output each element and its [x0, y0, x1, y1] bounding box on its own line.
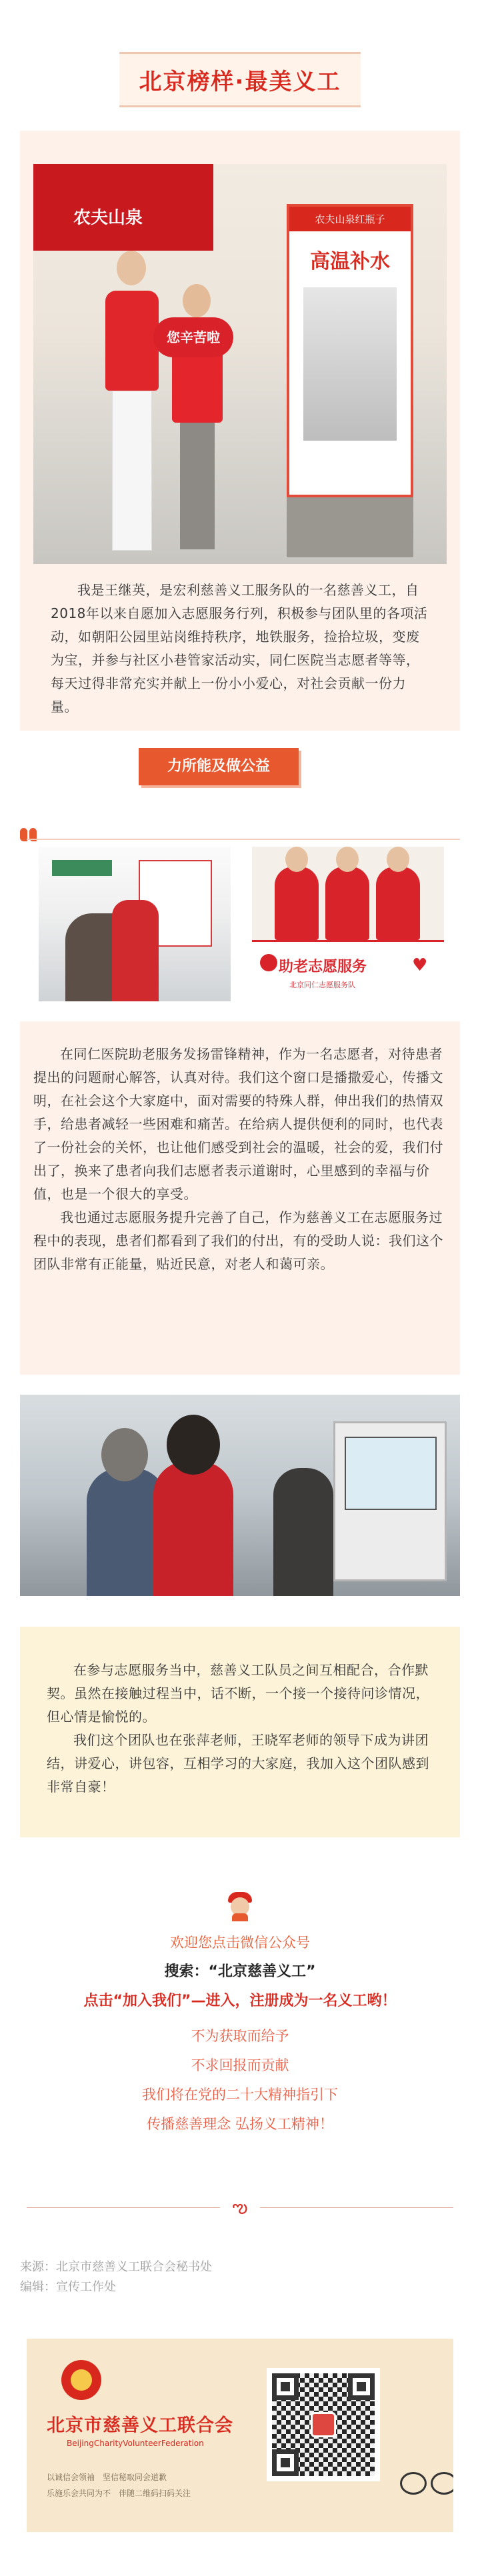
section-pill: 力所能及做公益: [139, 748, 299, 785]
volunteer-avatar-icon: [227, 1891, 253, 1921]
thanks-card: 您辛苦啦: [153, 317, 233, 357]
cta-welcome: 欢迎您点击微信公众号: [170, 1935, 310, 1951]
team-paragraph: 在参与志愿服务当中，慈善义工队员之间互相配合，合作默契。虽然在接触过程当中，话不断，一个接一个接待问诊情况，但心情是愉悦的。: [47, 1662, 429, 1725]
header: [0, 52, 480, 104]
desk-title: 助老志愿服务: [279, 959, 367, 975]
bow-icon: ఌ: [232, 2197, 248, 2217]
team-paragraph: 我们这个团队也在张萍老师，王晓军老师的领导下成为讲团结，讲爱心，讲包容，互相学习的大家庭，我加入这个团队感到非常自豪！: [47, 1732, 429, 1795]
source-line: 来源：北京市慈善义工联合会秘书处: [20, 2260, 212, 2274]
intro-card: [20, 131, 460, 731]
desk-subtitle: 北京同仁志愿服务队: [289, 981, 355, 989]
service-desk-sign: [252, 940, 444, 1001]
org-logo-icon: [61, 2360, 101, 2400]
org-name-en: BeijingCharityVolunteerFederation: [67, 2439, 204, 2448]
qr-code[interactable]: [267, 2368, 380, 2481]
org-subtitle-line: 以诚信会领袖 坚信秘取同会道歉: [47, 2473, 167, 2482]
slogan: 我们将在党的二十大精神指引下: [142, 2087, 338, 2103]
promo-banner: [287, 204, 413, 497]
cta-search: 搜索：“北京慈善义工”: [164, 1963, 316, 1980]
divider: [27, 839, 460, 840]
service-desk-photo: [252, 847, 444, 1001]
qr-logo-icon: [311, 2412, 336, 2437]
logo-icon: [260, 954, 277, 971]
cta-join: 点击“加入我们”—进入，注册成为一名义工哟！: [83, 1993, 397, 2009]
tent-label: 农夫山泉: [73, 208, 143, 228]
story-paragraph: 在同仁医院助老服务发扬雷锋精神，作为一名志愿者，对待患者提出的问题耐心解答，认真对待。我们这个窗口是播撒爱心，传播文明，在社会这个大家庭中，面对需要的特殊人群，伸出我们的热情双手，给患者减轻一些困难和痛苦。在给病人提供便利的同时，也代表了一份社会的关怀，也让他们感受到社会的温暖，社会的爱，我们付出了，换来了患者向我们志愿者表示道谢时，心里感到的幸福与价值，也是一个很大的享受。: [33, 1046, 443, 1202]
banner-stand: [287, 497, 413, 557]
story-text: [33, 1043, 447, 1276]
slogan: 不求回报而贡献: [191, 2057, 289, 2073]
team-text: [47, 1659, 433, 1799]
org-name: 北京市慈善义工联合会: [47, 2415, 233, 2436]
volunteer-photo: [33, 164, 447, 564]
heart-icon: ♥: [412, 955, 428, 975]
banner-main: 高温补水: [310, 250, 390, 273]
tent: [33, 164, 213, 251]
slogan: 不为获取而给予: [191, 2028, 289, 2044]
editor-line: 编辑：宣传工作处: [20, 2280, 116, 2294]
team-card: [20, 1627, 460, 1837]
volunteer-figure: [93, 251, 167, 564]
quote-icon: [20, 828, 39, 843]
glasses-icon: [400, 2465, 453, 2505]
org-subtitle-line: 乐施乐会共同为不 伴随二维码扫码关注: [47, 2489, 191, 2498]
banner-image: [303, 287, 397, 441]
hospital-photo: [39, 847, 231, 1001]
divider: [27, 2207, 220, 2208]
banner-top: 农夫山泉红瓶子: [289, 207, 411, 231]
slogan: 传播慈善理念 弘扬义工精神！: [147, 2116, 333, 2132]
story-paragraph: 我也通过志愿服务提升完善了自己，作为慈善义工在志愿服务过程中的表现，患者们都看到了我们的付出，有的受助人说：我们这个团队非常有正能量，贴近民意，对老人和蔼可亲。: [33, 1209, 443, 1272]
page-title: 北京榜样·最美义工: [139, 69, 341, 95]
org-subtitle: [47, 2469, 253, 2501]
story-card: [20, 1021, 460, 1375]
intro-paragraph: 我是王继英，是宏利慈善义工服务队的一名慈善义工，自2018年以来自愿加入志愿服务行列，积极参与团队里的各项活动，如朝阳公园里站岗维持秩序，地铁服务，捡拾垃圾，变废为宝，并参与社区小巷管家活动实，同仁医院当志愿者等等，每天过得非常充实并献上一份小小爱心，对社会贡献一份力量。: [51, 582, 428, 715]
kiosk-photo: [20, 1395, 460, 1596]
title-box: [119, 52, 361, 107]
footer-card: [27, 2339, 453, 2532]
divider: [260, 2207, 453, 2208]
